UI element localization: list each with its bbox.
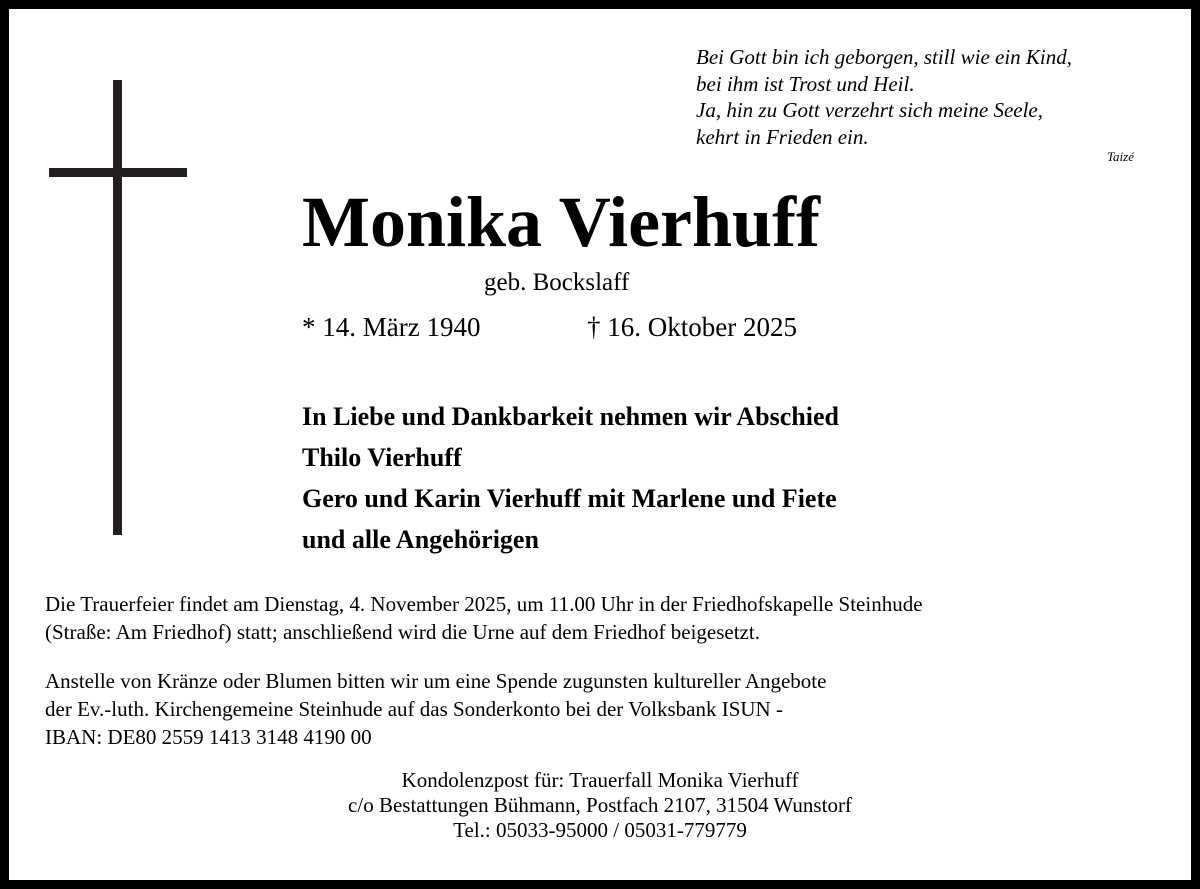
- donation-line: der Ev.-luth. Kirchengemeine Steinhude auf das Sonderkonto bei der Volksbank ISUN -: [45, 697, 783, 721]
- mourner-line: Thilo Vierhuff: [302, 443, 462, 472]
- poem-line: Ja, hin zu Gott verzehrt sich meine Seele,: [696, 98, 1043, 122]
- poem-line: bei ihm ist Trost und Heil.: [696, 71, 915, 96]
- deceased-name: Monika Vierhuff: [302, 182, 821, 262]
- poem-author: Taizé: [1107, 149, 1134, 164]
- cross-vertical-beam: [113, 80, 122, 535]
- phone-line: Tel.: 05033-95000 / 05031-779779: [453, 818, 747, 842]
- poem: [696, 44, 1166, 150]
- iban-line: IBAN: DE80 2559 1413 3148 4190 00: [45, 725, 372, 749]
- mourner-line: Gero und Karin Vierhuff mit Marlene und Fiete: [302, 484, 837, 513]
- mourner-line: und alle Angehörigen: [302, 525, 539, 554]
- birth-date: * 14. März 1940: [302, 312, 481, 342]
- farewell-line: In Liebe und Dankbarkeit nehmen wir Abschied: [302, 402, 839, 431]
- service-line: Die Trauerfeier findet am Dienstag, 4. November 2025, um 11.00 Uhr in der Friedhofskapelle Steinhude: [45, 592, 923, 616]
- condolence-line: Kondolenzpost für: Trauerfall Monika Vierhuff: [401, 768, 799, 792]
- funeral-service-notice: [45, 590, 923, 646]
- condolence-address: [300, 768, 900, 843]
- service-line: (Straße: Am Friedhof) statt; anschließend wird die Urne auf dem Friedhof beigesetzt.: [45, 620, 760, 644]
- cross-horizontal-beam: [49, 168, 187, 177]
- maiden-name: geb. Bockslaff: [484, 269, 630, 296]
- family-block: [302, 396, 839, 560]
- donation-line: Anstelle von Kränze oder Blumen bitten wir um eine Spende zugunsten kultureller Angebote: [45, 669, 827, 693]
- donation-notice: [45, 667, 826, 751]
- condolence-line: c/o Bestattungen Bühmann, Postfach 2107, 31504 Wunstorf: [348, 793, 852, 817]
- poem-line: kehrt in Frieden ein.: [696, 124, 869, 149]
- poem-line: Bei Gott bin ich geborgen, still wie ein Kind,: [696, 45, 1073, 69]
- death-date: † 16. Oktober 2025: [587, 312, 797, 342]
